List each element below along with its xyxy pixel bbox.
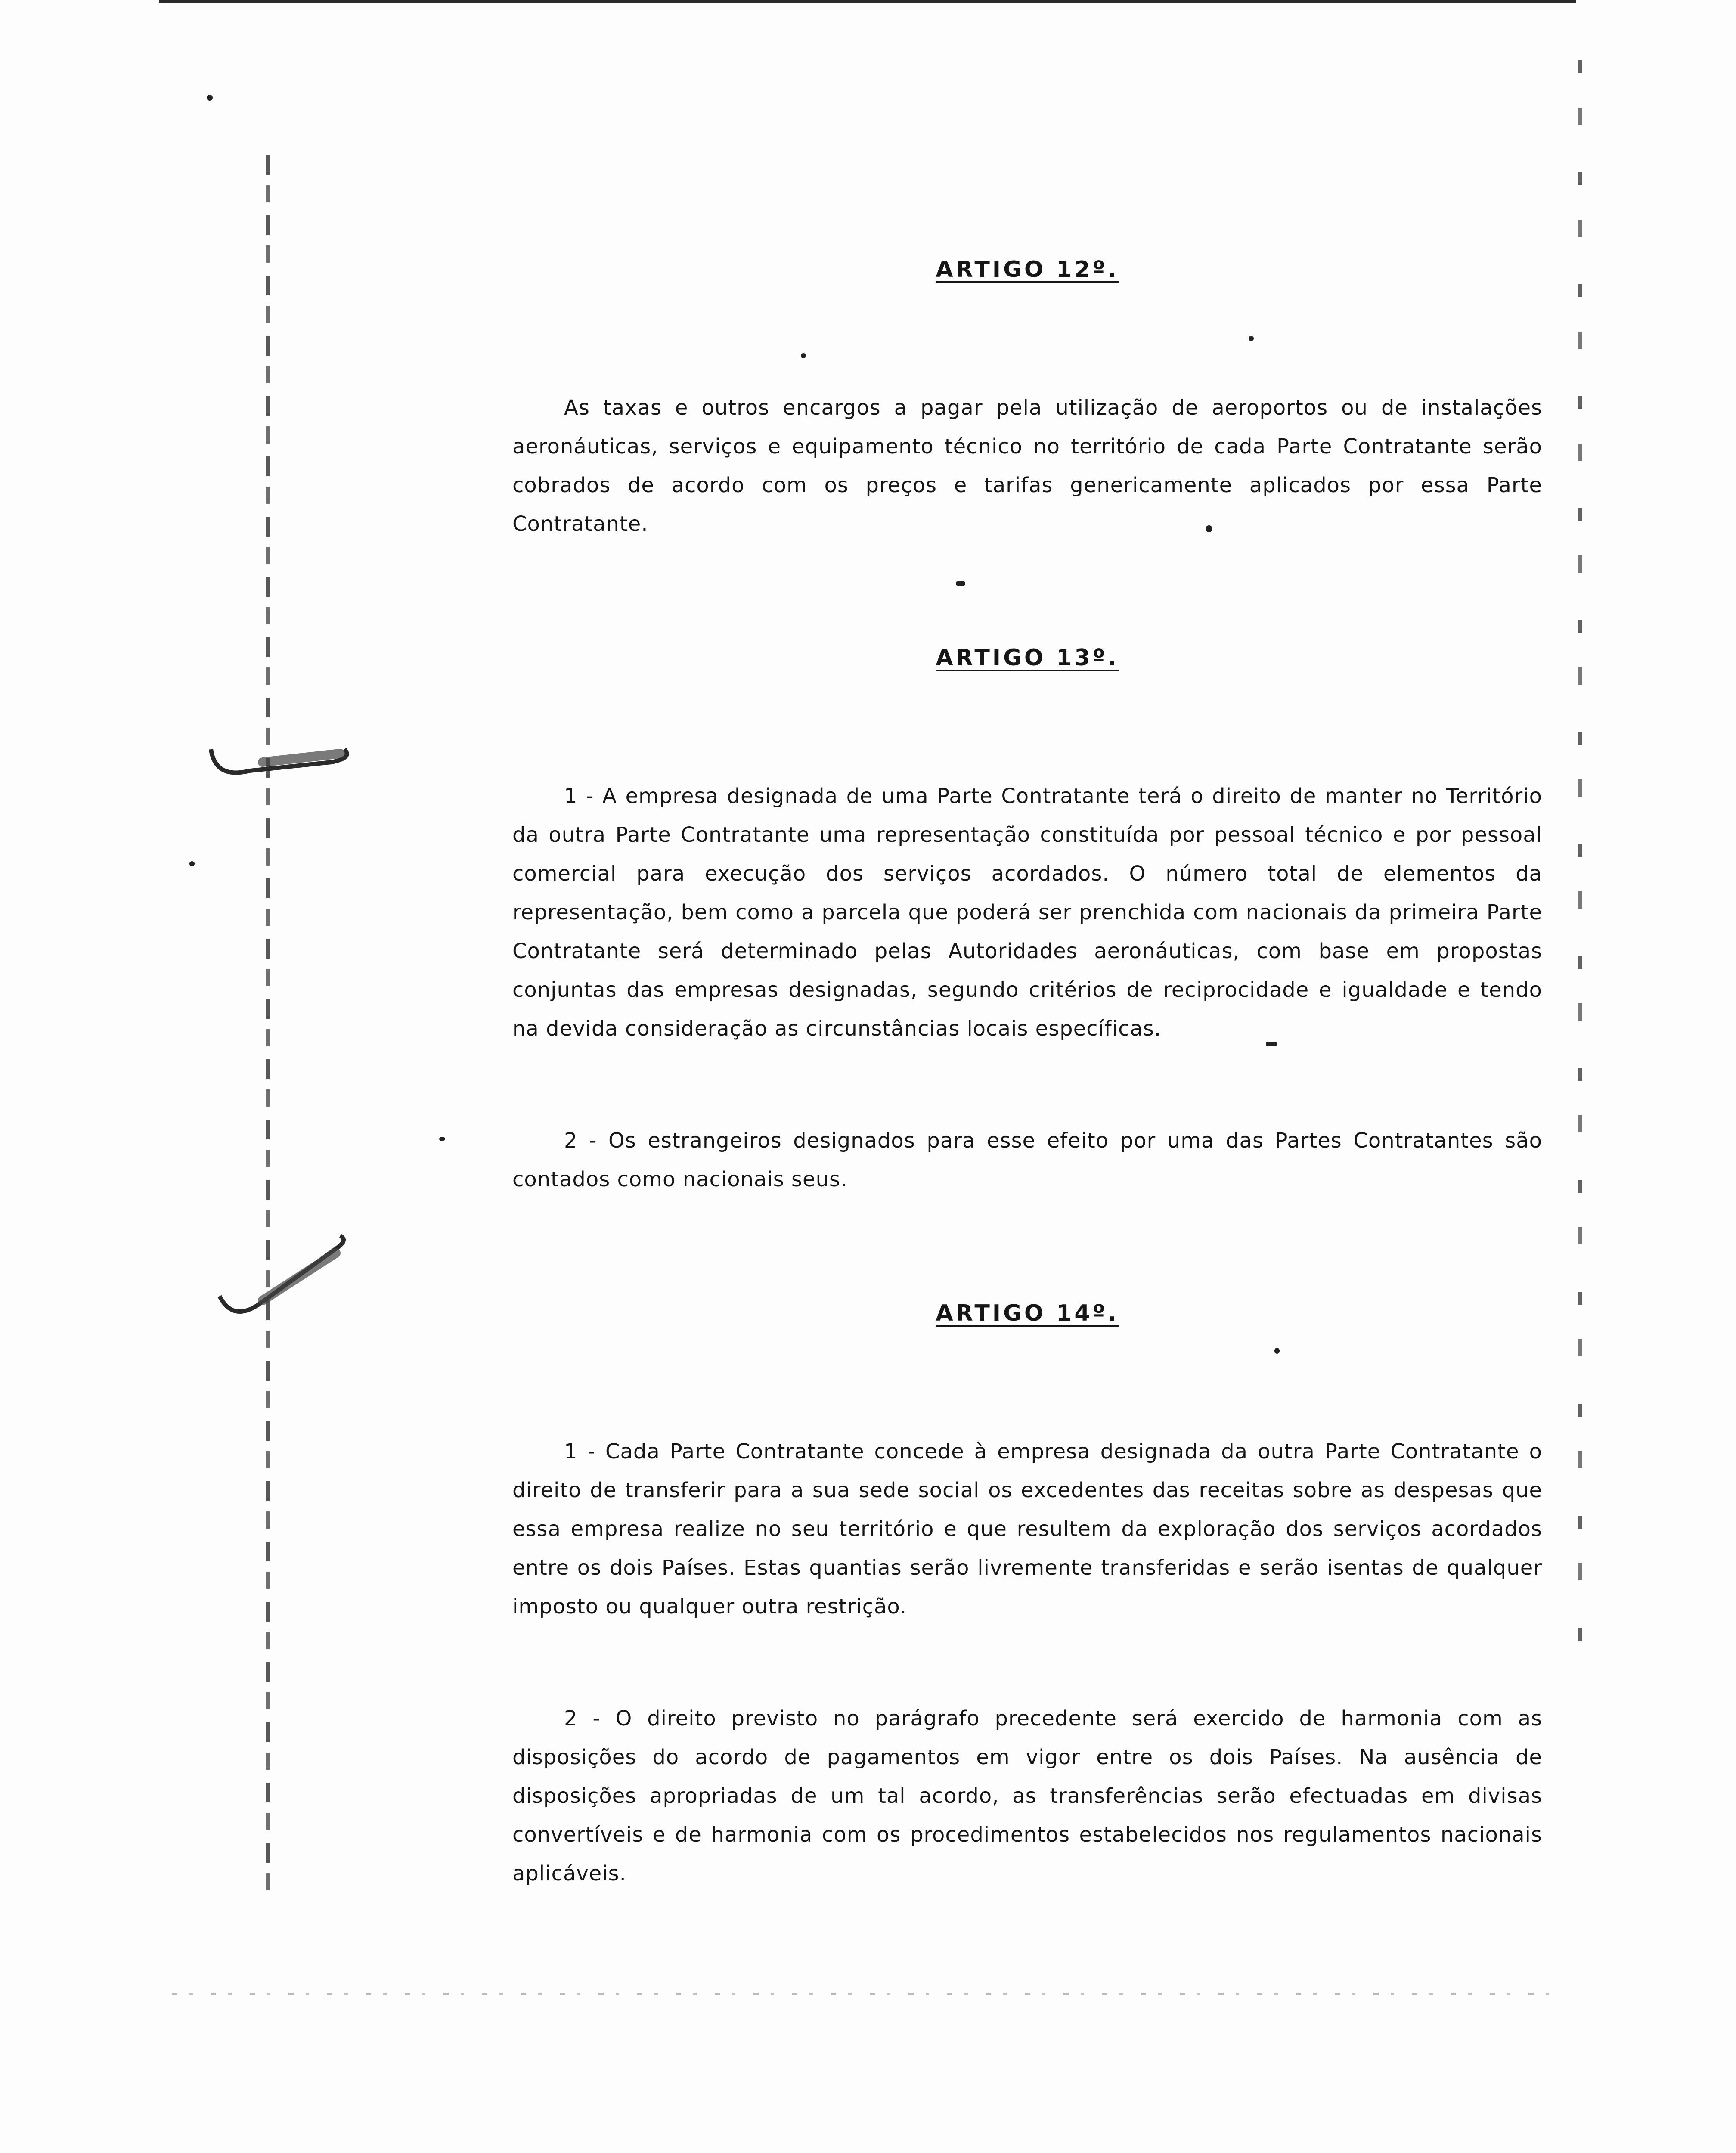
scan-speck (189, 861, 195, 866)
article-14-paragraph-2: 2 - O direito previsto no parágrafo precedente será exercido de harmonia com as disposições do acordo de pagamentos em vigor entre os dois Países. Na ausência de disposições apropriadas de um tal acordo, as transferências serão efectuadas em divisas convertíveis e de harmonia com os procedimentos estabelecidos nos regulamentos nacionais aplicáveis. (512, 1706, 1542, 1886)
article-13-paragraph-1: 1 - A empresa designada de uma Parte Contratante terá o direito de manter no Território da outra Parte Contratante uma representação constituída por pessoal técnico e por pessoal comercial para execução dos serviços acordados. O número total de elementos da representação, bem como a parcela que poderá ser prenchida com nacionais da primeira Parte Contratante será determinado pelas Autoridades aeronáuticas, com base em propostas conjuntas das empresas designadas, segundo critérios de reciprocidade e igualdade e tendo na devida consideração as circunstâncias locais específicas. (512, 784, 1542, 1041)
article-14-paragraph-1: 1 - Cada Parte Contratante concede à empresa designada da outra Parte Contratante o direito de transferir para a sua sede social os excedentes das receitas sobre as despesas que essa empresa realize no seu território e que resultem da exploração dos serviços acordados entre os dois Países. Estas quantias serão livremente transferidas e serão isentas de qualquer imposto ou qualquer outra restrição. (512, 1439, 1542, 1619)
scan-speck (439, 1137, 445, 1141)
right-scan-edge (1578, 60, 1582, 1654)
bottom-scan-noise (172, 1993, 1559, 1995)
article-14-heading: ARTIGO 14º. (936, 1300, 1119, 1326)
left-binding-edge (266, 155, 270, 1903)
article-13-paragraph-2: 2 - Os estrangeiros designados para esse efeito por uma das Partes Contratantes são contados como nacionais seus. (512, 1129, 1542, 1191)
article-13 (512, 647, 1542, 1199)
article-12-heading: ARTIGO 12º. (936, 257, 1119, 282)
article-13-heading: ARTIGO 13º. (936, 645, 1119, 671)
article-14 (512, 1302, 1542, 1893)
top-border-line (159, 0, 1576, 3)
binder-clip-upper-icon (202, 732, 357, 801)
document-body (512, 258, 1542, 1893)
article-12 (512, 258, 1542, 543)
binder-clip-lower-icon (207, 1232, 362, 1326)
scan-speck (207, 95, 213, 101)
article-12-paragraph: As taxas e outros encargos a pagar pela utilização de aeroportos ou de instalações aeronáuticas, serviços e equipamento técnico no território de cada Parte Contratante serão cobrados de acordo com os preços e tarifas genericamente aplicados por essa Parte Contratante. (512, 396, 1542, 536)
